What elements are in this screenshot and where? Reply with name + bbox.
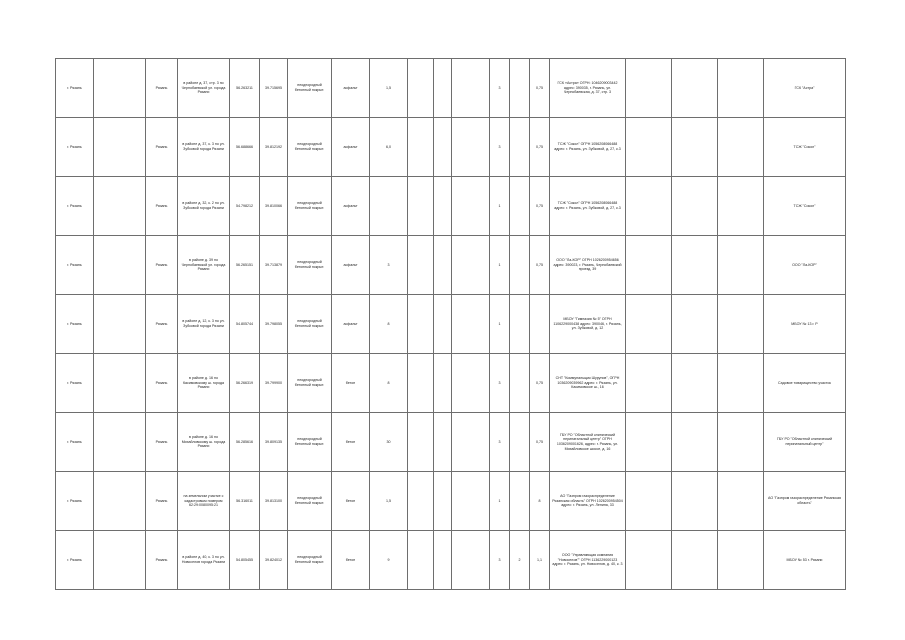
cell-containers: 1 xyxy=(490,177,510,236)
cell-lon: 39.813100 xyxy=(260,472,288,531)
cell-address: на земельном участке с кадастровым номером 62:29:0080095:21 xyxy=(178,472,230,531)
cell-area: 9 xyxy=(370,531,408,590)
cell-empty xyxy=(452,118,490,177)
cell-city: г. Рязань xyxy=(56,236,94,295)
cell-containers2 xyxy=(510,236,530,295)
cell-address: в районе д. 37, к. 3 по ул. Зубковой города Рязани xyxy=(178,118,230,177)
cell-empty xyxy=(626,531,672,590)
cell-empty xyxy=(94,413,146,472)
cell-lon: 39.799900 xyxy=(260,354,288,413)
cell-area: 8 xyxy=(370,354,408,413)
registry-table xyxy=(55,58,846,590)
cell-containers: 3 xyxy=(490,118,510,177)
cell-empty xyxy=(672,354,718,413)
cell-empty xyxy=(672,472,718,531)
table-row xyxy=(56,472,846,531)
cell-lat: 56.266319 xyxy=(230,354,260,413)
cell-empty xyxy=(408,472,434,531)
cell-owner: ГСК «Астра» ОГРН: 1046209003442 адрес: 390035, г. Рязань, ул. Чернобаевская, д. 37, стр. 3 xyxy=(550,59,626,118)
table-row xyxy=(56,413,846,472)
cell-empty xyxy=(94,354,146,413)
cell-coating-type: неоднородный бетонный покрыт. xyxy=(288,472,332,531)
cell-lon: 39.824012 xyxy=(260,531,288,590)
cell-empty xyxy=(94,472,146,531)
cell-containers2 xyxy=(510,59,530,118)
cell-containers2: 2 xyxy=(510,531,530,590)
cell-lon: 39.810066 xyxy=(260,177,288,236)
cell-coating-type: неоднородный бетонный покрыт. xyxy=(288,236,332,295)
cell-area xyxy=(370,177,408,236)
cell-empty xyxy=(626,472,672,531)
cell-empty xyxy=(626,413,672,472)
cell-containers: 3 xyxy=(490,413,510,472)
cell-empty xyxy=(718,413,764,472)
cell-volume: 0,75 xyxy=(530,236,550,295)
cell-area: 1,5 xyxy=(370,59,408,118)
cell-district: Рязань xyxy=(146,236,178,295)
table-row xyxy=(56,118,846,177)
cell-district: Рязань xyxy=(146,413,178,472)
table-row xyxy=(56,236,846,295)
cell-city: г. Рязань xyxy=(56,472,94,531)
cell-city: г. Рязань xyxy=(56,531,94,590)
cell-owner: ООО "Ла-КОР" ОГРН 1026200954656 адрес: 390023, г. Рязань, Чернобаевский проезд, 39 xyxy=(550,236,626,295)
cell-volume: 0,75 xyxy=(530,177,550,236)
cell-empty xyxy=(94,59,146,118)
cell-coating-type: неоднородный бетонный покрыт. xyxy=(288,118,332,177)
cell-surface: асфальт xyxy=(332,177,370,236)
cell-containers2 xyxy=(510,118,530,177)
cell-coating-type: неоднородный бетонный покрыт. xyxy=(288,354,332,413)
cell-empty xyxy=(434,531,452,590)
table-row xyxy=(56,354,846,413)
cell-source: МБОУ № 13 г. Р xyxy=(764,295,846,354)
cell-surface: бетон xyxy=(332,472,370,531)
cell-owner: ГБУ РО "Областной клинический перинатальный центр" ОГРН 1036209001626, адрес: г. Рязань, ул. Михайловское шоссе, д. 16 xyxy=(550,413,626,472)
cell-empty xyxy=(434,472,452,531)
cell-empty xyxy=(452,354,490,413)
cell-empty xyxy=(626,118,672,177)
cell-empty xyxy=(94,531,146,590)
cell-empty xyxy=(434,59,452,118)
cell-volume xyxy=(530,295,550,354)
cell-empty xyxy=(452,236,490,295)
table-row xyxy=(56,531,846,590)
table-row xyxy=(56,59,846,118)
cell-empty xyxy=(672,59,718,118)
cell-containers: 1 xyxy=(490,472,510,531)
cell-area: 30 xyxy=(370,413,408,472)
cell-owner: ООО "Управляющая компания "Новоселов"" ОГРН 1136229000123 адрес: г. Рязань, ул. Новоселов, д. 40, к. 3 xyxy=(550,531,626,590)
cell-volume: 0,75 xyxy=(530,118,550,177)
cell-area: 8 xyxy=(370,295,408,354)
cell-empty xyxy=(408,59,434,118)
cell-city: г. Рязань xyxy=(56,118,94,177)
cell-district: Рязань xyxy=(146,118,178,177)
cell-empty xyxy=(452,472,490,531)
cell-address: в районе д. 12, к. 3 по ул. Зубковой города Рязани xyxy=(178,295,230,354)
cell-empty xyxy=(452,531,490,590)
cell-lat: 56.265151 xyxy=(230,236,260,295)
cell-empty xyxy=(408,236,434,295)
cell-source: Садовое товарищество участок xyxy=(764,354,846,413)
cell-lat: 56.688666 xyxy=(230,118,260,177)
spreadsheet-page xyxy=(55,58,846,590)
cell-empty xyxy=(94,118,146,177)
cell-empty xyxy=(672,413,718,472)
cell-owner: ТСЖ "Сокол" ОГРН 1056208066488 адрес: г. Рязань, ул. Зубковой, д. 27, к.3 xyxy=(550,118,626,177)
cell-containers: 3 xyxy=(490,531,510,590)
cell-empty xyxy=(408,118,434,177)
cell-empty xyxy=(626,354,672,413)
cell-empty xyxy=(408,177,434,236)
cell-address: в районе д. 37, стр. 3 по Чернобаевской ул. города Рязани xyxy=(178,59,230,118)
cell-lat: 56.316011 xyxy=(230,472,260,531)
cell-owner: ТСЖ "Сокол" ОГРН 1056208066488 адрес: г. Рязань, ул. Зубковой, д. 27, к.3 xyxy=(550,177,626,236)
cell-empty xyxy=(452,295,490,354)
cell-address: в районе д. 32, к. 2 по ул. Зубковой города Рязани xyxy=(178,177,230,236)
cell-coating-type: неоднородный бетонный покрыт. xyxy=(288,59,332,118)
cell-containers: 1 xyxy=(490,236,510,295)
cell-lat: 54.798212 xyxy=(230,177,260,236)
cell-containers2 xyxy=(510,413,530,472)
cell-surface: асфальт xyxy=(332,118,370,177)
cell-area: 6,0 xyxy=(370,118,408,177)
table-row xyxy=(56,177,846,236)
cell-city: г. Рязань xyxy=(56,295,94,354)
cell-source: МБОУ № 53 г. Рязани xyxy=(764,531,846,590)
cell-empty xyxy=(718,177,764,236)
cell-owner: АО "Газпром газораспределение Рязанская область" ОГРН 1026200954504 адрес: г. Рязань, ул. Ленина, 33 xyxy=(550,472,626,531)
cell-empty xyxy=(672,236,718,295)
cell-lat: 56.285616 xyxy=(230,413,260,472)
cell-owner: СНТ "Коммунальщик Шурупов", ОГРН 1036209039962 адрес: г. Рязань, ул. Касимовское ш., 16 xyxy=(550,354,626,413)
cell-empty xyxy=(718,472,764,531)
cell-owner: МБОУ "Гимназия № 5" ОГРН 1106229000438 адрес: 390046, г. Рязань, ул. Зубковой, д. 12 xyxy=(550,295,626,354)
cell-lon: 39.713879 xyxy=(260,236,288,295)
cell-lon: 39.798055 xyxy=(260,295,288,354)
cell-address: в районе д. 16 по Касимовскому ш. города Рязани xyxy=(178,354,230,413)
cell-empty xyxy=(626,295,672,354)
cell-volume: 0,75 xyxy=(530,413,550,472)
cell-surface: асфальт xyxy=(332,236,370,295)
cell-volume: 8 xyxy=(530,472,550,531)
cell-empty xyxy=(672,295,718,354)
cell-empty xyxy=(672,177,718,236)
cell-lon: 39.715695 xyxy=(260,59,288,118)
cell-address: в районе д. 40, к. 3 по ул. Новоселов города Рязани xyxy=(178,531,230,590)
cell-district: Рязань xyxy=(146,59,178,118)
cell-empty xyxy=(718,236,764,295)
cell-lat: 54.805744 xyxy=(230,295,260,354)
cell-coating-type: неоднородный бетонный покрыт. xyxy=(288,177,332,236)
cell-volume: 0,75 xyxy=(530,354,550,413)
cell-city: г. Рязань xyxy=(56,413,94,472)
cell-empty xyxy=(452,59,490,118)
cell-empty xyxy=(718,531,764,590)
cell-containers2 xyxy=(510,295,530,354)
cell-surface: асфальт xyxy=(332,295,370,354)
cell-containers: 3 xyxy=(490,59,510,118)
cell-source: АО "Газпром газораспределение Рязанская область" xyxy=(764,472,846,531)
cell-empty xyxy=(452,413,490,472)
cell-empty xyxy=(408,295,434,354)
cell-source: ГБУ РО "Областной клинический перинатальный центр" xyxy=(764,413,846,472)
cell-lon: 39.809135 xyxy=(260,413,288,472)
table-row xyxy=(56,295,846,354)
cell-empty xyxy=(434,177,452,236)
cell-district: Рязань xyxy=(146,295,178,354)
cell-lat: 56.263211 xyxy=(230,59,260,118)
cell-empty xyxy=(434,118,452,177)
cell-surface: бетон xyxy=(332,531,370,590)
cell-district: Рязань xyxy=(146,472,178,531)
cell-empty xyxy=(718,295,764,354)
cell-empty xyxy=(718,354,764,413)
cell-empty xyxy=(434,413,452,472)
cell-empty xyxy=(718,59,764,118)
cell-empty xyxy=(94,236,146,295)
cell-empty xyxy=(672,118,718,177)
cell-empty xyxy=(408,413,434,472)
cell-empty xyxy=(94,295,146,354)
cell-city: г. Рязань xyxy=(56,59,94,118)
cell-surface: бетон xyxy=(332,354,370,413)
cell-district: Рязань xyxy=(146,177,178,236)
cell-empty xyxy=(408,531,434,590)
cell-surface: бетон xyxy=(332,413,370,472)
cell-empty xyxy=(718,118,764,177)
cell-containers2 xyxy=(510,177,530,236)
cell-lat: 54.805455 xyxy=(230,531,260,590)
cell-empty xyxy=(626,177,672,236)
cell-lon: 39.812192 xyxy=(260,118,288,177)
cell-source: ООО "Ла-КОР" xyxy=(764,236,846,295)
cell-coating-type: неоднородный бетонный покрыт. xyxy=(288,413,332,472)
cell-empty xyxy=(434,295,452,354)
cell-empty xyxy=(408,354,434,413)
cell-coating-type: неоднородный бетонный покрыт. xyxy=(288,295,332,354)
cell-area: 3 xyxy=(370,236,408,295)
cell-coating-type: неоднородный бетонный покрыт. xyxy=(288,531,332,590)
cell-containers2 xyxy=(510,354,530,413)
cell-containers2 xyxy=(510,472,530,531)
cell-address: в районе д. 16 по Михайловскому ш. города Рязани xyxy=(178,413,230,472)
cell-source: ТСЖ "Сокол" xyxy=(764,118,846,177)
cell-city: г. Рязань xyxy=(56,354,94,413)
cell-empty xyxy=(672,531,718,590)
cell-district: Рязань xyxy=(146,531,178,590)
cell-empty xyxy=(626,236,672,295)
cell-containers: 3 xyxy=(490,354,510,413)
cell-surface: асфальт xyxy=(332,59,370,118)
cell-city: г. Рязань xyxy=(56,177,94,236)
cell-empty xyxy=(452,177,490,236)
cell-area: 1,5 xyxy=(370,472,408,531)
cell-district: Рязань xyxy=(146,354,178,413)
cell-source: ГСК "Астра" xyxy=(764,59,846,118)
cell-volume: 1,1 xyxy=(530,531,550,590)
cell-address: в районе д. 39 по Чернобаевской ул. города Рязани xyxy=(178,236,230,295)
cell-empty xyxy=(94,177,146,236)
cell-empty xyxy=(434,236,452,295)
cell-source: ТСЖ "Сокол" xyxy=(764,177,846,236)
cell-empty xyxy=(626,59,672,118)
cell-volume: 0,75 xyxy=(530,59,550,118)
cell-containers: 1 xyxy=(490,295,510,354)
cell-empty xyxy=(434,354,452,413)
